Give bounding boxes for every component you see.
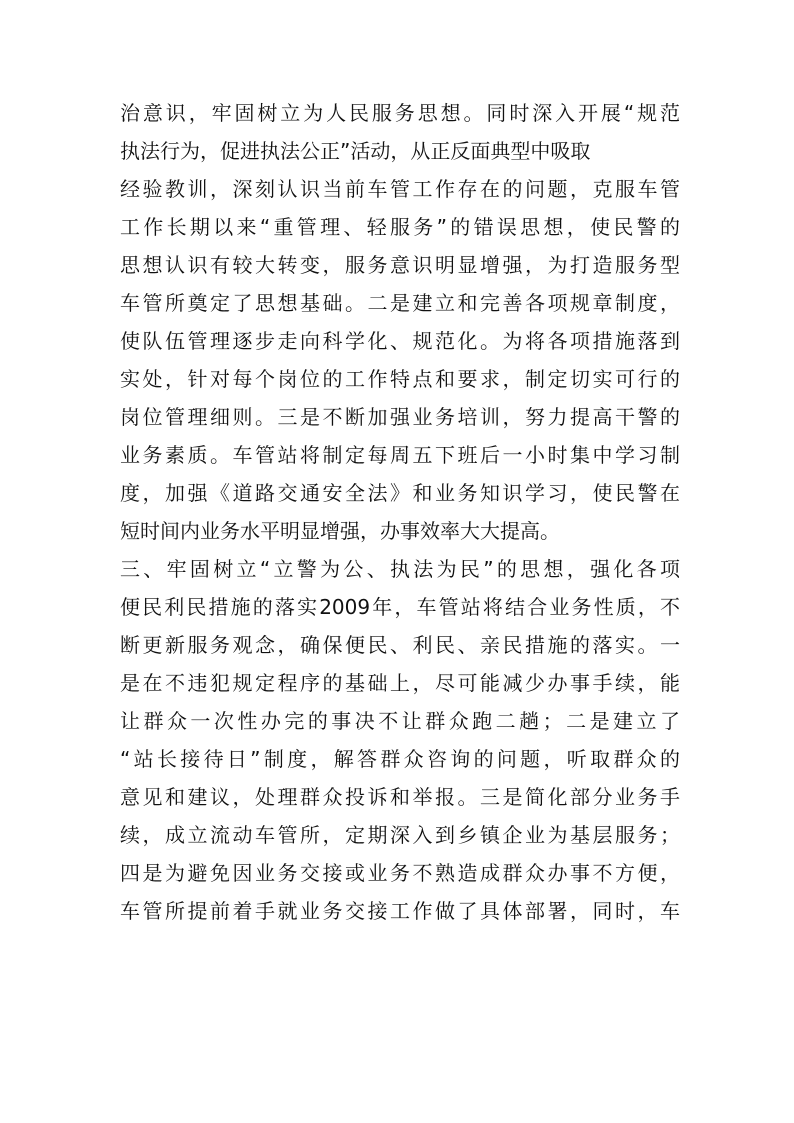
text-line: 便民利民措施的落实2009年，车管站将结合业务性质，不 (120, 595, 680, 619)
text-line: 岗位管理细则。三是不断加强业务培训，努力提高干警的 (120, 405, 680, 429)
text-line: 意见和建议，处理群众投诉和举报。三是简化部分业务手 (120, 785, 680, 809)
text-line: 经验教训，深刻认识当前车管工作存在的问题，克服车管 (120, 177, 680, 201)
text-line: 断更新服务观念，确保便民、利民、亲民措施的落实。一 (120, 633, 680, 657)
text-line: 业务素质。车管站将制定每周五下班后一小时集中学习制 (120, 443, 680, 467)
text-line: 续，成立流动车管所，定期深入到乡镇企业为基层服务； (120, 823, 680, 847)
text-line: 工作长期以来“重管理、轻服务”的错误思想，使民警的 (120, 215, 680, 239)
text-line: 度，加强《道路交通安全法》和业务知识学习，使民警在 (120, 481, 680, 505)
text-line: 实处，针对每个岗位的工作特点和要求，制定切实可行的 (120, 367, 680, 391)
body-text (120, 94, 680, 930)
text-line: 车管所提前着手就业务交接工作做了具体部署，同时，车 (120, 899, 680, 923)
text-line: 治意识，牢固树立为人民服务思想。同时深入开展“规范 (120, 101, 680, 125)
text-line: 让群众一次性办完的事决不让群众跑二趟；二是建立了 (120, 709, 680, 733)
text-line: 三、牢固树立“立警为公、执法为民”的思想，强化各项 (120, 557, 680, 581)
text-line: 四是为避免因业务交接或业务不熟造成群众办事不方便， (120, 861, 680, 885)
text-line: “站长接待日”制度，解答群众咨询的问题，听取群众的 (120, 747, 680, 771)
text-line: 执法行为，促进执法公正”活动，从正反面典型中吸取 (120, 139, 591, 163)
text-line: 思想认识有较大转变，服务意识明显增强，为打造服务型 (120, 253, 680, 277)
text-line: 短时间内业务水平明显增强，办事效率大大提高。 (120, 519, 560, 543)
text-line: 是在不违犯规定程序的基础上，尽可能减少办事手续，能 (120, 671, 680, 695)
text-line: 车管所奠定了思想基础。二是建立和完善各项规章制度， (120, 291, 680, 315)
text-line: 使队伍管理逐步走向科学化、规范化。为将各项措施落到 (120, 329, 680, 353)
